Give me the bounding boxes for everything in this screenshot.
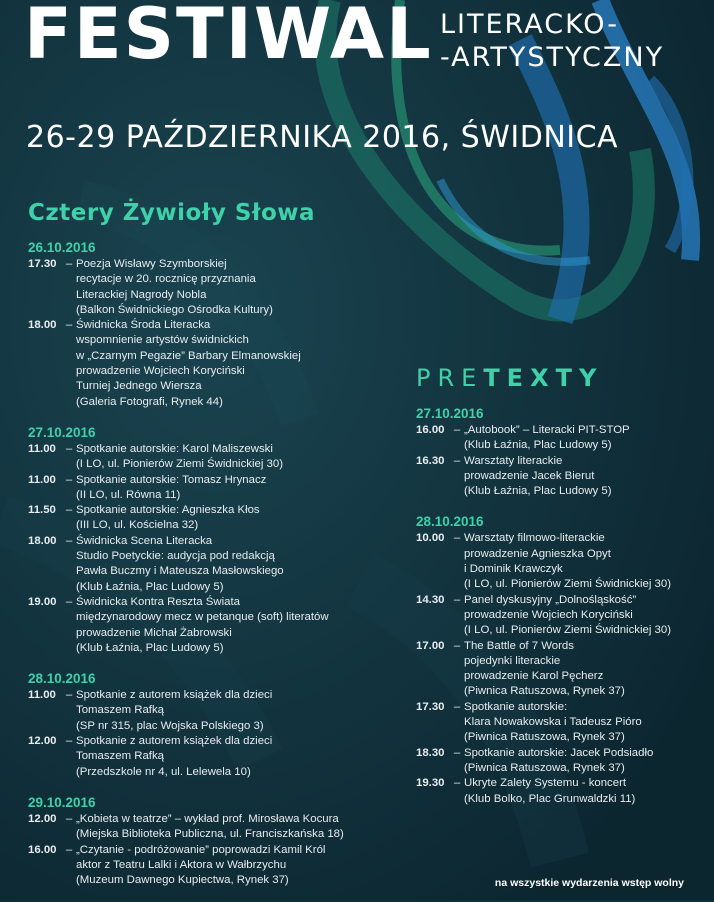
schedule-event [416,776,706,807]
event-description [76,734,388,780]
event-time: 17.00 [416,639,445,652]
event-time: 16.30 [416,454,445,467]
event-time: 18.00 [28,319,57,332]
event-description [76,534,388,595]
event-line: (I LO, ul. Pionierów Ziemi Świdnickiej 30) [464,578,672,591]
event-line: „Czytanie - podróżowanie” poprowadzi Kamil Król [76,843,326,856]
event-line: (Klub Łaźnia, Plac Ludowy 5) [76,580,224,593]
day-date: 29.10.2016 [28,794,96,810]
event-description [76,473,388,504]
event-description [464,454,706,500]
section-title-pretexty [416,364,603,392]
event-line: (Galeria Fotografi, Rynek 44) [76,395,223,408]
event-time: 11.00 [28,473,56,486]
day-date: 28.10.2016 [416,514,484,530]
schedule-event [28,503,388,534]
event-line: Poezja Wisławy Szymborskiej [76,258,227,270]
event-time: 17.30 [416,700,445,713]
event-description [464,423,706,454]
event-description [76,595,388,656]
left-schedule [28,239,388,902]
festival-title: FESTIWAL [24,0,433,75]
event-line: Spotkanie z autorem książek dla dzieci [76,735,273,748]
event-line: pojedynki literackie [464,654,561,667]
dash-separator: – [65,595,73,608]
dash-separator: – [65,258,73,270]
dash-separator: – [65,504,73,517]
event-line: Spotkanie autorskie: Agnieszka Kłos [76,504,260,517]
schedule-event [28,688,388,734]
event-description [76,442,388,473]
event-time: 17.30 [28,258,57,270]
event-line: „Autobook” – Literacki PIT-STOP [464,424,630,436]
event-line: wspomnienie artystów świdnickich [76,334,249,347]
schedule-day [28,794,388,888]
day-date: 28.10.2016 [28,671,96,687]
event-line: Warsztaty literackie [464,454,563,467]
dash-separator: – [453,746,461,759]
event-line: w „Czarnym Pegazie” Barbary Elmanowskiej [76,349,301,362]
event-description [464,531,706,592]
event-line: (Piwnica Ratuszowa, Rynek 37) [464,685,625,698]
schedule-event [28,595,388,656]
schedule-event [28,734,388,780]
event-time: 18.00 [28,534,57,547]
event-time: 11.00 [28,442,56,455]
event-line: Tomaszem Rafką [76,750,164,763]
event-line: (Klub Łaźnia, Plac Ludowy 5) [464,485,612,498]
event-line: prowadzenie Wojciech Koryciński [464,608,633,621]
pretexty-bold: TEXTY [483,364,604,392]
dash-separator: – [65,843,73,856]
schedule-event [416,531,706,592]
right-schedule [416,405,706,821]
schedule-day [28,670,388,780]
event-line: (II LO, ul. Równa 11) [76,488,181,501]
schedule-event [416,700,706,746]
day-date: 26.10.2016 [28,240,96,255]
schedule-event [28,442,388,473]
dash-separator: – [453,424,461,436]
event-line: prowadzenie Wojciech Koryciński [76,365,245,378]
event-line: (Klub Bolko, Plac Grunwaldzki 11) [464,792,636,805]
event-description [76,843,388,889]
schedule-event [28,812,388,843]
event-line: (Przedszkole nr 4, ul. Lelewela 10) [76,765,251,778]
event-time: 18.30 [416,746,445,759]
dash-separator: – [453,593,461,606]
event-line: Spotkanie autorskie: Jacek Podsiadło [464,746,654,759]
dash-separator: – [65,735,73,748]
festival-dates: 26-29 PAŹDZIERNIKA 2016, ŚWIDNICA [26,120,619,155]
event-line: Spotkanie autorskie: Tomasz Hrynacz [76,473,267,486]
event-description [76,812,388,843]
dash-separator: – [65,689,73,702]
event-line: „Kobieta w teatrze” – wykład prof. Mirosława Kocura [76,812,339,825]
event-line: prowadzenie Jacek Bierut [464,469,595,482]
event-time: 11.50 [28,504,56,517]
dash-separator: – [65,473,73,486]
subtitle-line-1: LITERACKO- [440,9,620,40]
event-time: 16.00 [416,424,445,436]
event-line: Klara Nowakowska i Tadeusz Pióro [464,716,642,729]
event-line: Warsztaty filmowo-literackie [464,532,605,545]
event-line: (Piwnica Ratuszowa, Rynek 37) [464,731,625,744]
schedule-event [416,746,706,777]
event-time: 16.00 [28,843,57,856]
dash-separator: – [65,442,73,455]
schedule-event [28,473,388,504]
schedule-event [28,257,388,318]
event-line: (Klub Łaźnia, Plac Ludowy 5) [76,641,224,654]
dash-separator: – [453,700,461,713]
event-line: prowadzenie Karol Pęcherz [464,670,604,683]
event-description [464,593,706,639]
event-description [76,688,388,734]
schedule-event [28,843,388,889]
event-description [76,503,388,534]
schedule-event [28,534,388,595]
event-line: recytacje w 20. rocznicę przyznania [76,273,256,286]
free-entry-note: na wszystkie wydarzenia wstęp wolny [494,877,684,889]
event-line: Ukryte Zalety Systemu - koncert [464,777,627,790]
schedule-event [416,639,706,700]
dash-separator: – [65,319,73,332]
event-line: (Klub Łaźnia, Plac Ludowy 5) [464,439,612,452]
event-line: Literackiej Nagrody Nobla [76,288,207,301]
dash-separator: – [453,777,461,790]
schedule-event [416,593,706,639]
event-time: 14.30 [416,593,445,606]
dash-separator: – [453,454,461,467]
event-line: (I LO, ul. Pionierów Ziemi Świdnickiej 30) [464,624,672,637]
event-line: Studio Poetyckie: audycja pod redakcją [76,550,275,563]
event-line: (Miejska Biblioteka Publiczna, ul. Franciszkańska 18) [76,828,344,841]
event-description [464,700,706,746]
event-description [76,318,388,410]
event-line: Świdnicka Scena Literacka [76,534,213,547]
event-line: prowadzenie Agnieszka Opyt [464,547,611,560]
schedule-day [28,424,388,656]
schedule-day [416,513,706,806]
event-time: 12.00 [28,735,57,748]
schedule-day [416,405,706,499]
event-description [464,746,706,777]
event-time: 11.00 [28,689,56,702]
event-line: Świdnicka Środa Literacka [76,319,211,332]
festival-subtitle [440,8,690,74]
event-line: The Battle of 7 Words [464,639,574,652]
subtitle-line-2: -ARTYSTYCZNY [440,42,665,73]
dash-separator: – [65,534,73,547]
event-line: (SP nr 315, plac Wojska Polskiego 3) [76,719,264,732]
event-line: (Piwnica Ratuszowa, Rynek 37) [464,761,625,774]
event-description [76,257,388,318]
dash-separator: – [453,639,461,652]
pretexty-light: PRE [416,364,484,392]
day-date: 27.10.2016 [28,424,96,440]
event-line: Spotkanie z autorem książek dla dzieci [76,689,273,702]
event-line: Spotkanie autorskie: Karol Maliszewski [76,442,273,455]
event-line: (Balkon Świdnickiego Ośrodka Kultury) [76,303,273,316]
dash-separator: – [65,812,73,825]
schedule-event [416,423,706,454]
dash-separator: – [453,532,461,545]
event-line: prowadzenie Michał Żabrowski [76,626,232,639]
event-line: i Dominik Krawczyk [464,563,563,576]
schedule-day [28,239,388,410]
event-line: (I LO, ul. Pionierów Ziemi Świdnickiej 30) [76,458,284,471]
event-line: (Muzeum Dawnego Kupiectwa, Rynek 37) [76,874,289,887]
event-time: 10.00 [416,532,445,545]
event-line: Pawła Buczmy i Mateusza Masłowskiego [76,565,284,578]
event-line: Panel dyskusyjny „Dolnośląskość” [464,593,637,606]
schedule-event [416,454,706,500]
event-time: 12.00 [28,812,57,825]
day-date: 27.10.2016 [416,406,484,421]
event-line: Świdnicka Kontra Reszta Świata [76,595,240,608]
event-description [464,639,706,700]
event-line: aktor z Teatru Lalki i Aktora w Wałbrzychu [76,858,287,871]
event-description [464,776,706,807]
schedule-event [28,318,388,410]
section-title-cztery-zywioly: Cztery Żywioły Słowa [28,200,316,226]
event-time: 19.00 [28,595,57,608]
event-line: Tomaszem Rafką [76,704,164,717]
event-line: Turniej Jednego Wiersza [76,380,202,393]
event-line: Spotkanie autorskie: [464,700,568,713]
event-line: (III LO, ul. Kościelna 32) [76,519,199,532]
event-line: międzynarodowy mecz w petanque (soft) literatów [76,611,329,624]
event-time: 19.30 [416,777,445,790]
